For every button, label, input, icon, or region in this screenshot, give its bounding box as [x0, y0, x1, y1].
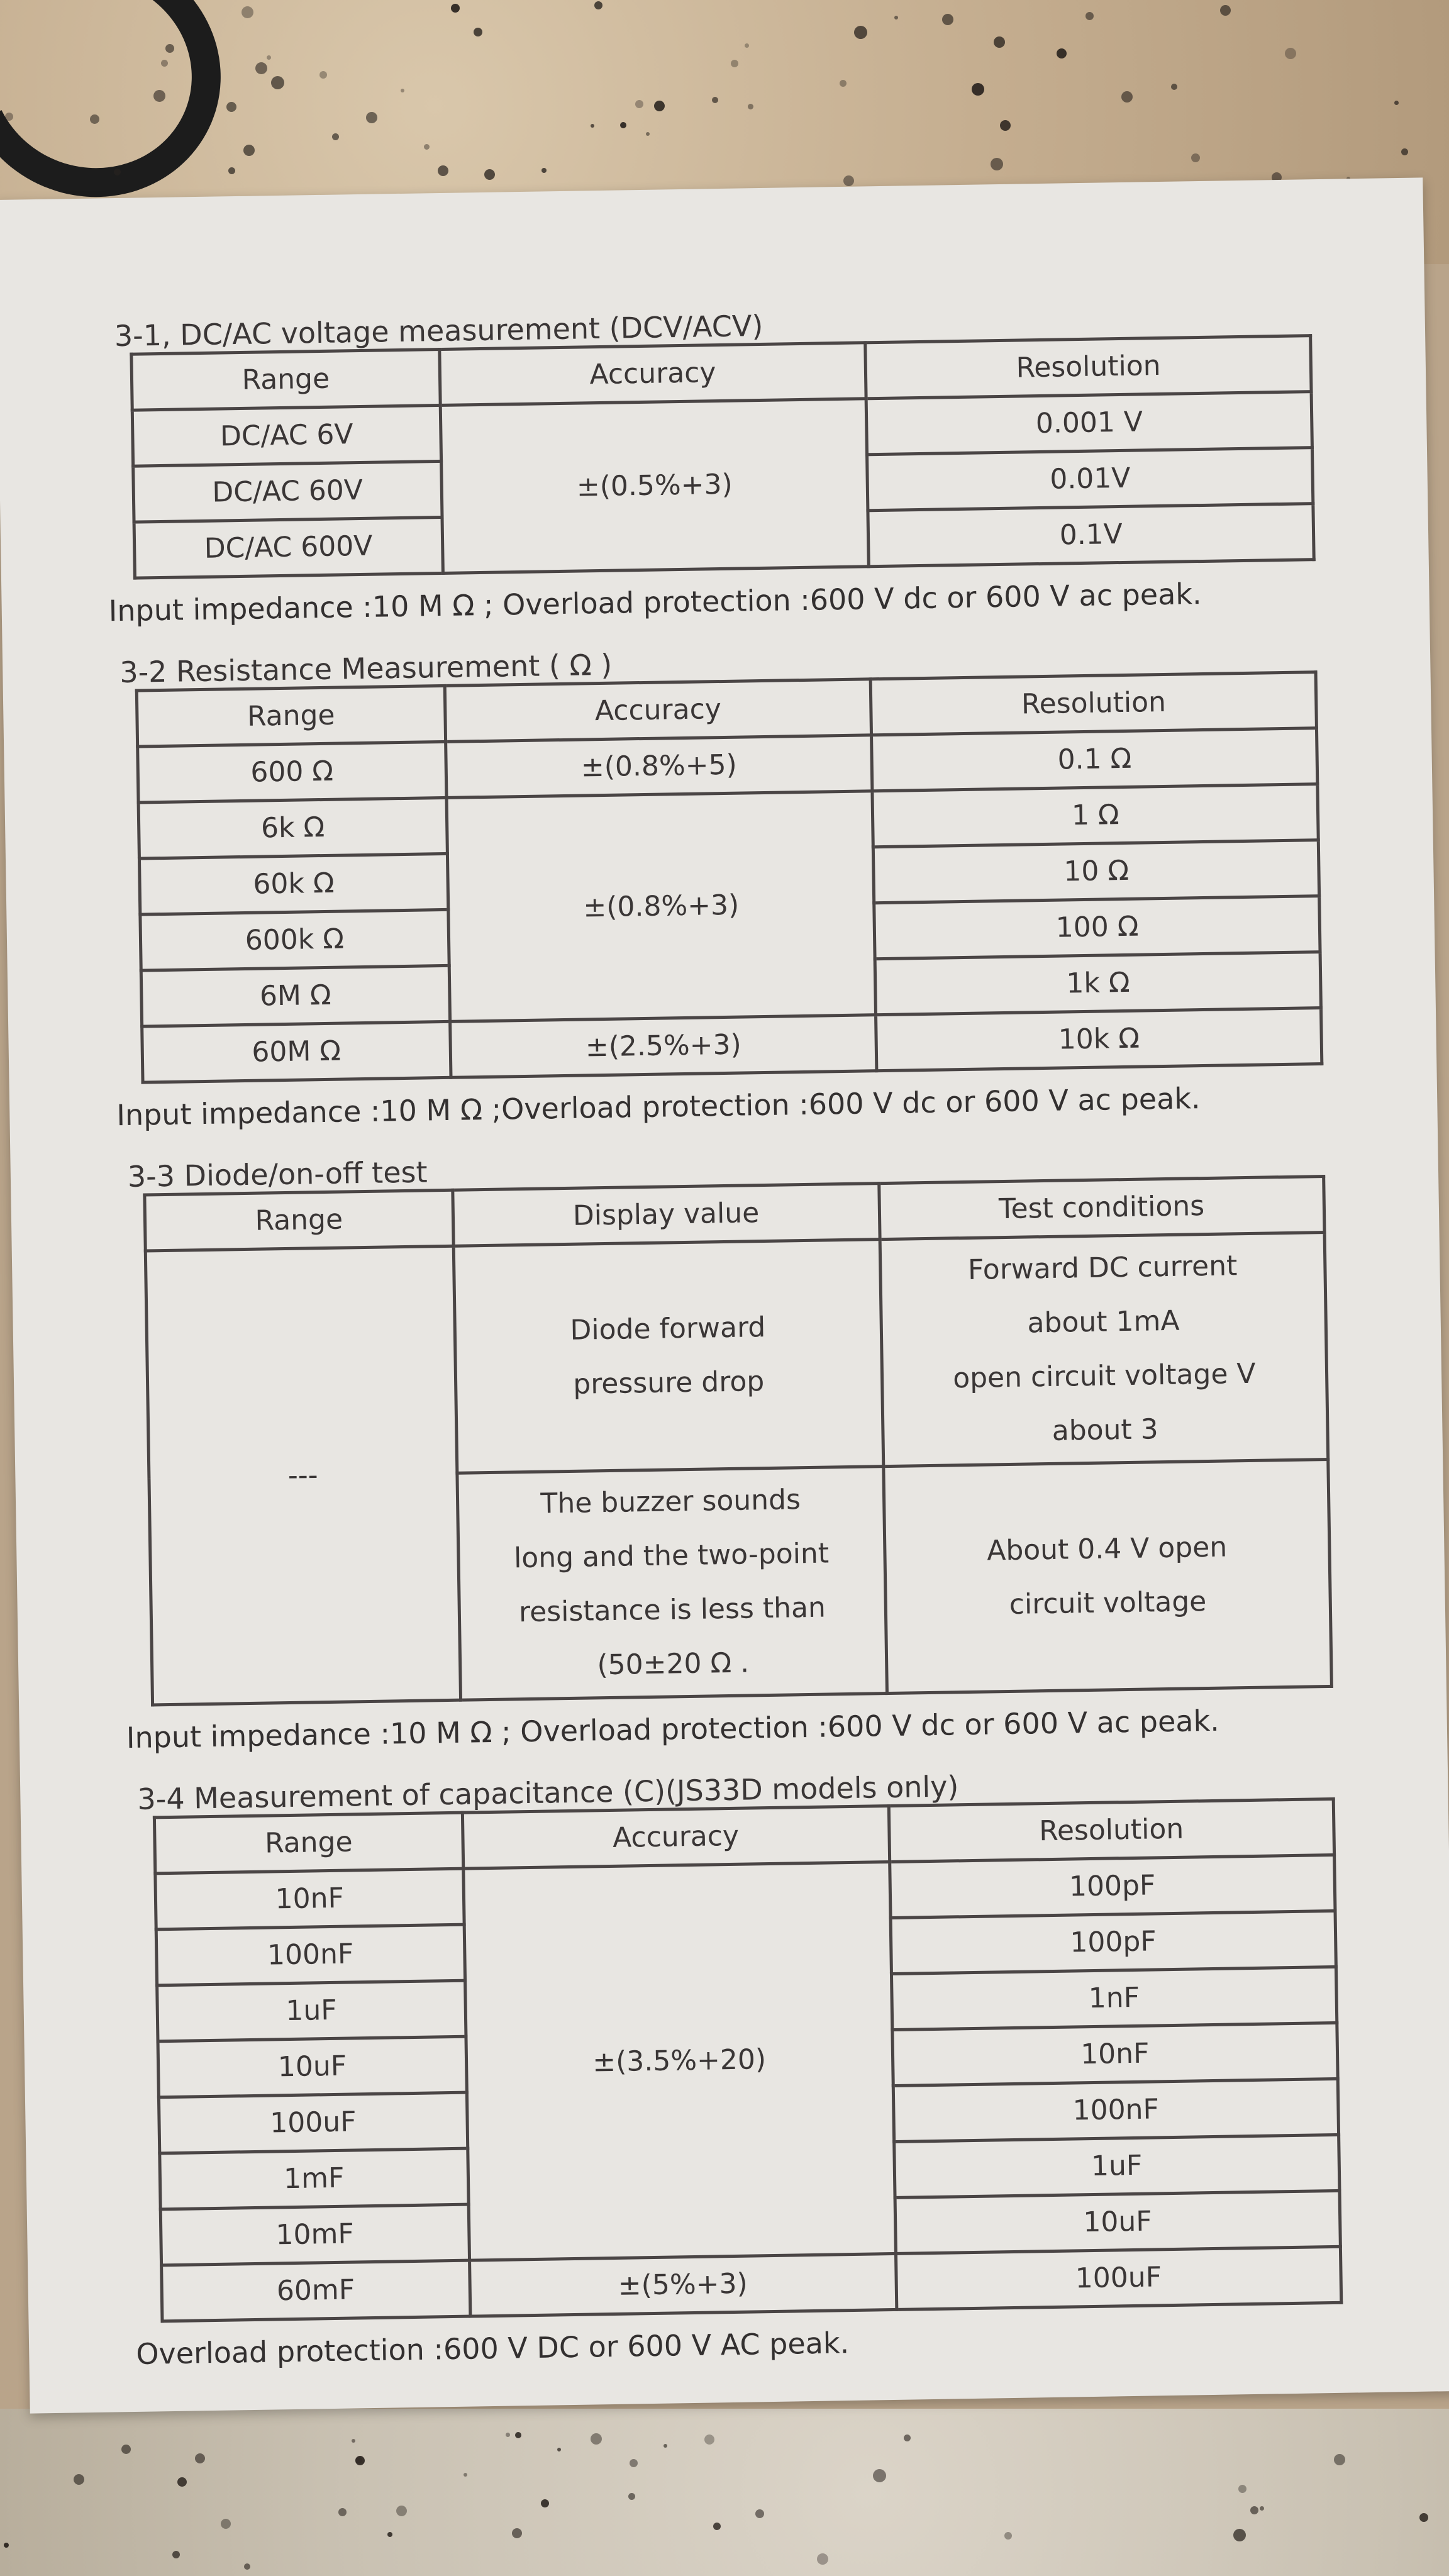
- countertop-speck: [1000, 120, 1011, 131]
- display-line: The buzzer sounds: [540, 1484, 801, 1520]
- countertop-speck: [843, 175, 854, 186]
- countertop-speck: [591, 2433, 602, 2445]
- countertop-speck: [654, 101, 665, 111]
- countertop-speck: [267, 55, 271, 60]
- range-cell: DC/AC 600V: [134, 517, 443, 578]
- countertop-speck: [338, 2508, 347, 2516]
- countertop-speck: [387, 2532, 392, 2537]
- countertop-speck: [161, 60, 168, 67]
- countertop-speck: [451, 4, 460, 13]
- countertop-speck: [1334, 2454, 1345, 2465]
- resolution-cell: 1uF: [894, 2135, 1340, 2197]
- countertop-speck: [1401, 148, 1408, 155]
- resolution-cell: 0.1V: [868, 504, 1314, 567]
- countertop-speck: [506, 2433, 510, 2437]
- table-dc-ac-voltage: [130, 334, 1315, 579]
- resolution-cell: 1k Ω: [875, 952, 1321, 1015]
- countertop-speck: [1004, 2532, 1012, 2540]
- resolution-cell: 100pF: [891, 1911, 1336, 1974]
- condition-line: about 1mA: [1027, 1304, 1180, 1340]
- section-title-dc-ac-voltage: 3-1, DC/AC voltage measurement (DCV/ACV): [114, 308, 763, 353]
- range-cell: 600 Ω: [138, 741, 447, 802]
- display-line: long and the two-point: [513, 1537, 830, 1575]
- header-accuracy: Accuracy: [445, 679, 872, 742]
- countertop-background-bottom: [0, 2409, 1449, 2576]
- countertop-speck: [854, 26, 867, 39]
- header-range: Range: [136, 686, 445, 747]
- resolution-cell: 10uF: [895, 2190, 1341, 2253]
- countertop-speck: [1220, 5, 1231, 16]
- range-cell: 60mF: [162, 2260, 470, 2321]
- countertop-speck: [366, 112, 377, 123]
- section-title-capacitance: 3-4 Measurement of capacitance (C)(JS33D models only): [137, 1769, 959, 1816]
- countertop-speck: [904, 2434, 911, 2441]
- countertop-speck: [1121, 91, 1133, 103]
- countertop-speck: [840, 80, 847, 87]
- condition-line: circuit voltage: [1009, 1585, 1207, 1621]
- countertop-speck: [1260, 2506, 1264, 2511]
- countertop-speck: [243, 145, 255, 156]
- range-cell: 1uF: [157, 1980, 466, 2041]
- resolution-cell: 100pF: [889, 1855, 1335, 1918]
- range-cell: 100nF: [156, 1924, 465, 1985]
- manual-content: [104, 299, 1319, 2397]
- countertop-speck: [226, 102, 236, 112]
- countertop-speck: [557, 2448, 561, 2451]
- countertop-speck: [646, 132, 650, 136]
- countertop-speck: [1250, 2506, 1258, 2514]
- resolution-cell: 0.01V: [867, 448, 1313, 511]
- countertop-speck: [90, 114, 99, 124]
- manual-page: [0, 177, 1449, 2413]
- countertop-speck: [663, 2444, 667, 2448]
- accuracy-cell: ±(0.8%+3): [447, 791, 876, 1022]
- range-cell: DC/AC 60V: [133, 461, 442, 522]
- resolution-cell: 10 Ω: [874, 840, 1319, 903]
- range-cell: 60M Ω: [142, 1021, 451, 1082]
- header-test-conditions: Test conditions: [879, 1177, 1324, 1240]
- countertop-speck: [748, 104, 753, 109]
- condition-line: open circuit voltage V: [952, 1357, 1256, 1395]
- countertop-speck: [755, 2509, 764, 2518]
- countertop-speck: [942, 14, 953, 25]
- countertop-speck: [153, 90, 165, 102]
- countertop-speck: [396, 2506, 407, 2516]
- table-diode-test: [143, 1175, 1333, 1706]
- range-cell: 10nF: [155, 1868, 464, 1929]
- countertop-speck: [591, 124, 594, 128]
- display-line: Diode forward: [570, 1311, 766, 1346]
- countertop-speck: [1394, 101, 1399, 105]
- accuracy-cell: ±(3.5%+20): [463, 1862, 896, 2261]
- countertop-speck: [319, 71, 327, 79]
- range-cell: 1mF: [160, 2148, 469, 2209]
- countertop-speck: [332, 133, 339, 140]
- display-line: pressure drop: [572, 1365, 765, 1401]
- condition-line: About 0.4 V open: [986, 1531, 1228, 1567]
- countertop-speck: [401, 89, 404, 92]
- countertop-speck: [228, 167, 235, 174]
- countertop-speck: [630, 2459, 638, 2467]
- countertop-speck: [745, 43, 749, 48]
- countertop-speck: [352, 2439, 355, 2443]
- resolution-cell: 1nF: [891, 1967, 1337, 2029]
- countertop-speck: [1285, 48, 1296, 59]
- countertop-speck: [4, 2543, 9, 2548]
- countertop-speck: [1171, 84, 1177, 90]
- resolution-cell: 100uF: [896, 2246, 1341, 2309]
- countertop-speck: [713, 2523, 721, 2530]
- condition-line: about 3: [1052, 1413, 1159, 1447]
- table-row: [145, 1233, 1328, 1478]
- display-value-cell: [453, 1240, 884, 1474]
- countertop-speck: [628, 2493, 635, 2500]
- countertop-speck: [620, 122, 626, 128]
- countertop-speck: [1419, 2513, 1428, 2522]
- countertop-speck: [541, 168, 547, 173]
- countertop-speck: [541, 2499, 549, 2507]
- table-capacitance: [153, 1797, 1343, 2323]
- test-conditions-cell: [880, 1233, 1328, 1467]
- table-resistance: [135, 670, 1324, 1084]
- display-line: (50±20 Ω .: [597, 1646, 750, 1682]
- range-cell: 600k Ω: [140, 909, 449, 970]
- range-cell: 60k Ω: [139, 853, 448, 914]
- accuracy-cell: ±(5%+3): [469, 2253, 896, 2316]
- countertop-speck: [242, 6, 253, 18]
- accuracy-cell: ±(2.5%+3): [450, 1015, 877, 1078]
- resolution-cell: 0.1 Ω: [872, 728, 1318, 791]
- countertop-speck: [515, 2432, 521, 2438]
- test-conditions-cell: [883, 1460, 1331, 1694]
- countertop-speck: [271, 76, 284, 89]
- countertop-speck: [484, 169, 495, 180]
- section-note: Input impedance :10 M Ω ; Overload protection :600 V dc or 600 V ac peak.: [126, 1703, 1220, 1755]
- countertop-speck: [438, 165, 448, 176]
- header-range: Range: [145, 1190, 453, 1251]
- header-range: Range: [131, 349, 440, 410]
- countertop-speck: [172, 2551, 180, 2558]
- resolution-cell: 100 Ω: [874, 896, 1320, 959]
- range-cell: DC/AC 6V: [132, 405, 441, 466]
- section-note: Input impedance :10 M Ω ;Overload protection :600 V dc or 600 V ac peak.: [116, 1081, 1201, 1133]
- header-accuracy: Accuracy: [439, 343, 866, 406]
- header-resolution: Resolution: [865, 336, 1311, 399]
- range-cell: 6M Ω: [141, 965, 450, 1026]
- range-cell: 100uF: [158, 2092, 467, 2153]
- countertop-speck: [114, 169, 121, 175]
- header-display-value: Display value: [452, 1184, 879, 1246]
- countertop-speck: [894, 16, 898, 19]
- countertop-speck: [731, 60, 738, 67]
- header-accuracy: Accuracy: [462, 1806, 889, 1869]
- countertop-speck: [165, 44, 174, 53]
- countertop-speck: [1233, 2529, 1246, 2541]
- countertop-speck: [594, 1, 602, 9]
- range-cell: ---: [145, 1246, 460, 1705]
- countertop-speck: [221, 2519, 231, 2529]
- section-title-resistance: 3-2 Resistance Measurement ( Ω ): [119, 647, 613, 690]
- countertop-speck: [121, 2445, 131, 2454]
- countertop-speck: [991, 158, 1003, 170]
- section-note: Overload protection :600 V DC or 600 V AC peak.: [135, 2326, 850, 2371]
- countertop-speck: [464, 2473, 467, 2477]
- countertop-speck: [1238, 2485, 1246, 2493]
- countertop-speck: [195, 2453, 205, 2463]
- countertop-speck: [255, 62, 267, 74]
- countertop-speck: [424, 144, 430, 150]
- countertop-speck: [1057, 48, 1067, 58]
- resolution-cell: 10k Ω: [876, 1008, 1322, 1071]
- countertop-speck: [712, 97, 718, 103]
- header-resolution: Resolution: [871, 672, 1317, 735]
- range-cell: 10uF: [158, 2036, 467, 2097]
- resolution-cell: 1 Ω: [872, 784, 1318, 847]
- header-resolution: Resolution: [889, 1799, 1335, 1862]
- countertop-speck: [873, 2469, 886, 2482]
- section-note: Input impedance :10 M Ω ; Overload protection :600 V dc or 600 V ac peak.: [108, 576, 1202, 628]
- countertop-speck: [972, 83, 984, 96]
- resolution-cell: 0.001 V: [867, 392, 1313, 455]
- range-cell: 10mF: [160, 2204, 469, 2265]
- condition-line: Forward DC current: [967, 1250, 1238, 1286]
- resolution-cell: 10nF: [892, 2023, 1338, 2085]
- range-cell: 6k Ω: [138, 797, 447, 858]
- countertop-speck: [474, 28, 482, 36]
- countertop-speck: [1085, 12, 1094, 20]
- countertop-speck: [244, 2563, 250, 2570]
- countertop-speck: [5, 113, 13, 121]
- countertop-speck: [355, 2456, 365, 2465]
- accuracy-cell: ±(0.8%+5): [445, 735, 872, 798]
- section-title-diode-test: 3-3 Diode/on-off test: [127, 1155, 428, 1194]
- countertop-speck: [177, 2477, 187, 2487]
- display-line: resistance is less than: [518, 1591, 826, 1629]
- countertop-speck: [512, 2528, 522, 2538]
- countertop-speck: [1191, 153, 1200, 162]
- display-value-cell: [457, 1467, 887, 1701]
- countertop-speck: [704, 2434, 714, 2445]
- countertop-speck: [994, 36, 1005, 48]
- countertop-speck: [635, 100, 643, 108]
- countertop-speck: [74, 2474, 84, 2485]
- countertop-speck: [817, 2553, 828, 2565]
- accuracy-cell: ±(0.5%+3): [440, 399, 869, 574]
- resolution-cell: 100nF: [893, 2079, 1339, 2141]
- header-range: Range: [154, 1813, 463, 1874]
